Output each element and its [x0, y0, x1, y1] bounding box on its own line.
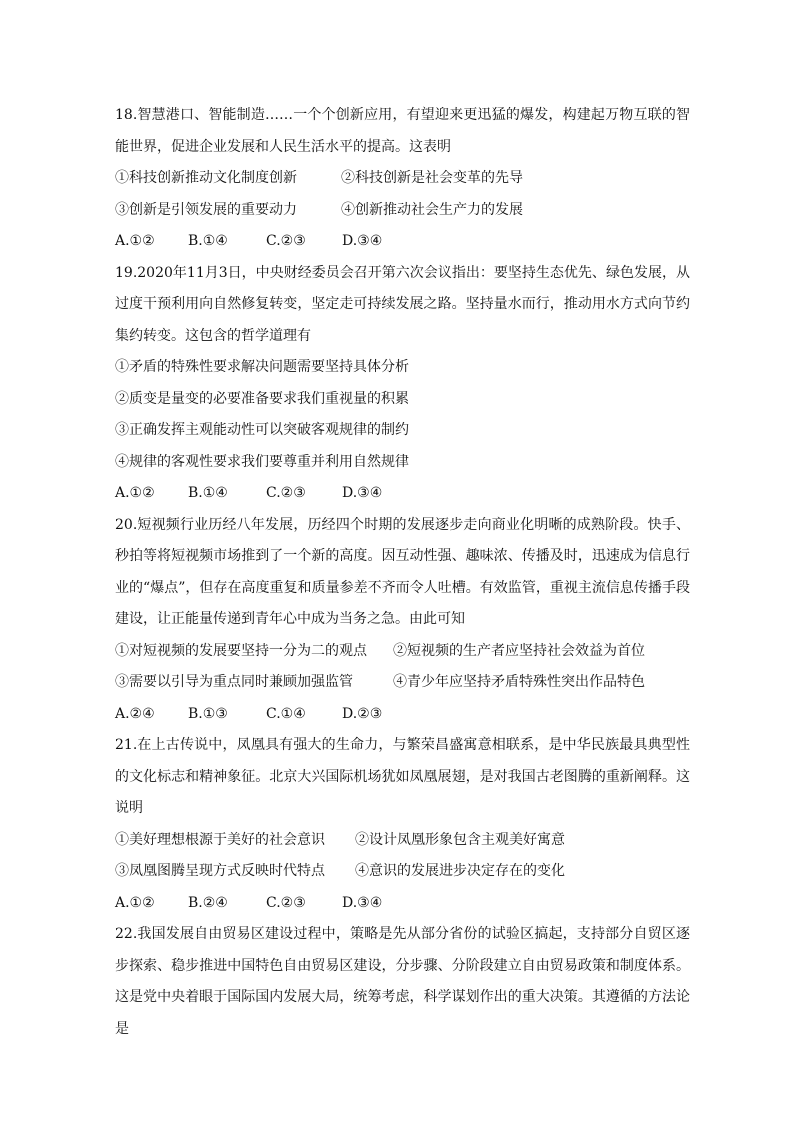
choice-d: D.③④ — [342, 233, 383, 249]
question-20-stem: 20.短视频行业历经八年发展，历经四个时期的发展逐步走向商业化明晰的成熟阶段。快手、秒拍等将短视频市场推到了一个新的高度。因互动性强、趣味浓、传播及时，迅速成为信息行业的“爆点”，但存在高度重复和质量参差不齐而令人吐槽。有效监管，重视主流信息传播手段建设，让正能量传递到青年心中成为当务之急。由此可知 — [115, 516, 690, 627]
option-4: ④意识的发展进步决定存在的变化 — [355, 863, 565, 879]
choice-a: A.①② — [115, 894, 155, 911]
question-18-stem: 18.智慧港口、智能制造……一个个创新应用，有望迎来更迅猛的爆发，构建起万物互联的智能世界，促进企业发展和人民生活水平的提高。这表明 — [115, 107, 690, 155]
option-4: ④青少年应坚持矛盾特殊性突出作品特色 — [393, 674, 645, 690]
choice-b: B.①④ — [188, 233, 228, 249]
choice-c: C.②③ — [266, 485, 306, 501]
option-1: ①对短视频的发展要坚持一分为二的观点 — [115, 642, 367, 659]
choice-b: B.①④ — [188, 485, 228, 501]
options-row-1 — [115, 163, 690, 195]
option-4: ④规律的客观性要求我们要尊重并利用自然规律 — [115, 453, 409, 470]
choice-b: B.①③ — [188, 705, 228, 722]
choice-b: B.②④ — [188, 894, 228, 911]
option-2: ②设计凤凰形象包含主观美好寓意 — [355, 831, 565, 848]
option-3: ③需要以引导为重点同时兼顾加强监管 — [115, 674, 353, 690]
choice-d: D.③④ — [342, 894, 383, 911]
choice-c: C.②③ — [266, 233, 306, 249]
question-19-stem: 19.2020年11月3日，中央财经委员会召开第六次会议指出：要坚持生态优先、绿色发展，从过度干预利用向自然修复转变，坚定走可持续发展之路。坚持量水而行，推动用水方式向节约集约转变。这包含的哲学道理有 — [115, 264, 690, 344]
question-21-stem: 21.在上古传说中，凤凰具有强大的生命力，与繁荣昌盛寓意相联系，是中华民族最具典型性的文化标志和精神象征。北京大兴国际机场犹如凤凰展翅，是对我国古老图腾的重新阐释。这说明 — [115, 737, 690, 816]
answer-choices — [115, 699, 690, 731]
answer-choices — [115, 226, 690, 258]
choice-d: D.③④ — [342, 485, 383, 501]
choice-a: A.①② — [115, 485, 155, 501]
option-3: ③凤凰图腾呈现方式反映时代特点 — [115, 863, 325, 879]
choice-c: C.①④ — [266, 705, 306, 722]
choice-a: A.①② — [115, 233, 155, 249]
choice-c: C.②③ — [266, 894, 306, 911]
options-row-2 — [115, 667, 690, 699]
option-2: ②科技创新是社会变革的先导 — [341, 170, 523, 186]
options-row-1 — [115, 825, 690, 857]
option-4: ④创新推动社会生产力的发展 — [341, 201, 523, 218]
question-18 — [115, 100, 690, 258]
question-22-stem: 22.我国发展自由贸易区建设过程中，策略是先从部分省份的试验区搞起，支持部分自贸区逐步探索、稳步推进中国特色自由贸易区建设，分步骤、分阶段建立自由贸易政策和制度体系。这是党中央着眼于国际国内发展大局，统筹考虑，科学谋划作出的重大决策。其遵循的方法论是 — [115, 926, 690, 1037]
question-19 — [115, 258, 690, 510]
exam-page — [115, 100, 690, 1045]
options-row-2 — [115, 856, 690, 888]
option-3: ③正确发挥主观能动性可以突破客观规律的制约 — [115, 422, 409, 438]
options-row-1 — [115, 636, 690, 668]
question-20 — [115, 510, 690, 731]
choice-a: A.②④ — [115, 705, 155, 722]
answer-choices — [115, 888, 690, 920]
option-3: ③创新是引领发展的重要动力 — [115, 201, 297, 218]
option-2: ②质变是量变的必要准备要求我们重视量的积累 — [115, 390, 409, 407]
question-22 — [115, 919, 690, 1045]
option-1: ①科技创新推动文化制度创新 — [115, 170, 297, 186]
choice-d: D.②③ — [342, 705, 383, 722]
option-2: ②短视频的生产者应坚持社会效益为首位 — [393, 642, 645, 659]
options-row-2 — [115, 195, 690, 227]
option-1: ①矛盾的特殊性要求解决问题需要坚持具体分析 — [115, 359, 409, 375]
question-21 — [115, 730, 690, 919]
answer-choices — [115, 478, 690, 510]
option-1: ①美好理想根源于美好的社会意识 — [115, 831, 325, 848]
